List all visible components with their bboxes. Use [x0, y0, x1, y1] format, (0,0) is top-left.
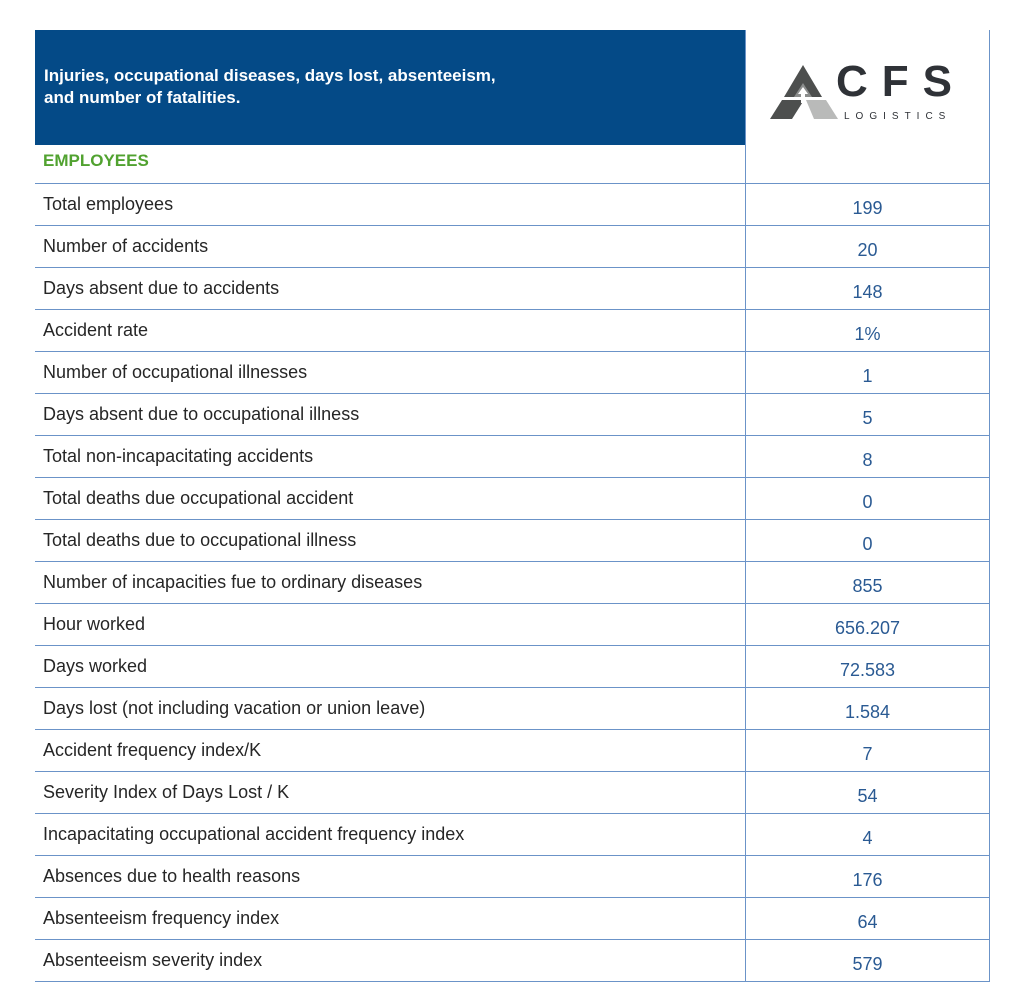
table-row	[35, 772, 990, 814]
logo-triangle-icon	[770, 63, 840, 123]
table-row	[35, 310, 990, 352]
row-value: 5	[745, 394, 990, 435]
table-row	[35, 814, 990, 856]
table-row	[35, 940, 990, 982]
logo-letters: CFS	[836, 57, 966, 106]
row-label: Days absent due to occupational illness	[43, 404, 360, 424]
table-title	[35, 30, 745, 145]
table-row	[35, 394, 990, 436]
row-value: 855	[745, 562, 990, 603]
row-label: Absences due to health reasons	[43, 866, 301, 886]
row-label: Accident rate	[43, 320, 149, 340]
cfs-logo	[770, 57, 970, 123]
row-value: 7	[745, 730, 990, 771]
row-value: 8	[745, 436, 990, 477]
row-label: Accident frequency index/K	[43, 740, 262, 760]
table-row	[35, 730, 990, 772]
row-value: 1	[745, 352, 990, 393]
row-label: Absenteeism frequency index	[43, 908, 280, 928]
table-row	[35, 604, 990, 646]
row-label: Number of occupational illnesses	[43, 362, 308, 382]
row-value: 4	[745, 814, 990, 855]
table-header	[35, 30, 990, 145]
row-value: 0	[745, 478, 990, 519]
table-row	[35, 562, 990, 604]
table-row	[35, 352, 990, 394]
row-value: 54	[745, 772, 990, 813]
table-row	[35, 520, 990, 562]
logo-triangle-left	[770, 100, 804, 119]
row-value: 579	[745, 940, 990, 981]
table-row	[35, 184, 990, 226]
table-body	[35, 184, 990, 982]
row-value: 1.584	[745, 688, 990, 729]
row-label: Total employees	[43, 194, 174, 214]
row-value: 64	[745, 898, 990, 939]
table-title-line-2: and number of fatalities.	[44, 88, 241, 107]
row-value: 1%	[745, 310, 990, 351]
table-row	[35, 646, 990, 688]
table-row	[35, 688, 990, 730]
logo-triangle-right	[806, 100, 838, 119]
row-label: Severity Index of Days Lost / K	[43, 782, 290, 802]
section-label: EMPLOYEES	[43, 151, 149, 170]
row-label: Absenteeism severity index	[43, 950, 263, 970]
row-value: 0	[745, 520, 990, 561]
section-value-cell	[745, 145, 990, 183]
row-value: 656.207	[745, 604, 990, 645]
table-row	[35, 898, 990, 940]
data-table	[35, 30, 990, 982]
section-row	[35, 145, 990, 184]
table-row	[35, 436, 990, 478]
row-label: Number of incapacities fue to ordinary diseases	[43, 572, 423, 592]
row-label: Total non-incapacitating accidents	[43, 446, 314, 466]
table-title-line-1: Injuries, occupational diseases, days lost, absenteeism,	[44, 66, 496, 85]
row-value: 148	[745, 268, 990, 309]
row-label: Days lost (not including vacation or union leave)	[43, 698, 426, 718]
row-label: Incapacitating occupational accident frequency index	[43, 824, 465, 844]
row-value: 72.583	[745, 646, 990, 687]
table-row	[35, 268, 990, 310]
table-row	[35, 478, 990, 520]
row-value: 199	[745, 184, 990, 225]
row-value: 176	[745, 856, 990, 897]
logo-cell	[745, 30, 990, 145]
row-label: Hour worked	[43, 614, 146, 634]
table-row	[35, 856, 990, 898]
row-label: Days worked	[43, 656, 148, 676]
row-label: Number of accidents	[43, 236, 209, 256]
row-label: Total deaths due to occupational illness	[43, 530, 357, 550]
row-label: Days absent due to accidents	[43, 278, 280, 298]
table-row	[35, 226, 990, 268]
row-value: 20	[745, 226, 990, 267]
logo-subtitle: LOGISTICS	[844, 111, 952, 122]
row-label: Total deaths due occupational accident	[43, 488, 354, 508]
